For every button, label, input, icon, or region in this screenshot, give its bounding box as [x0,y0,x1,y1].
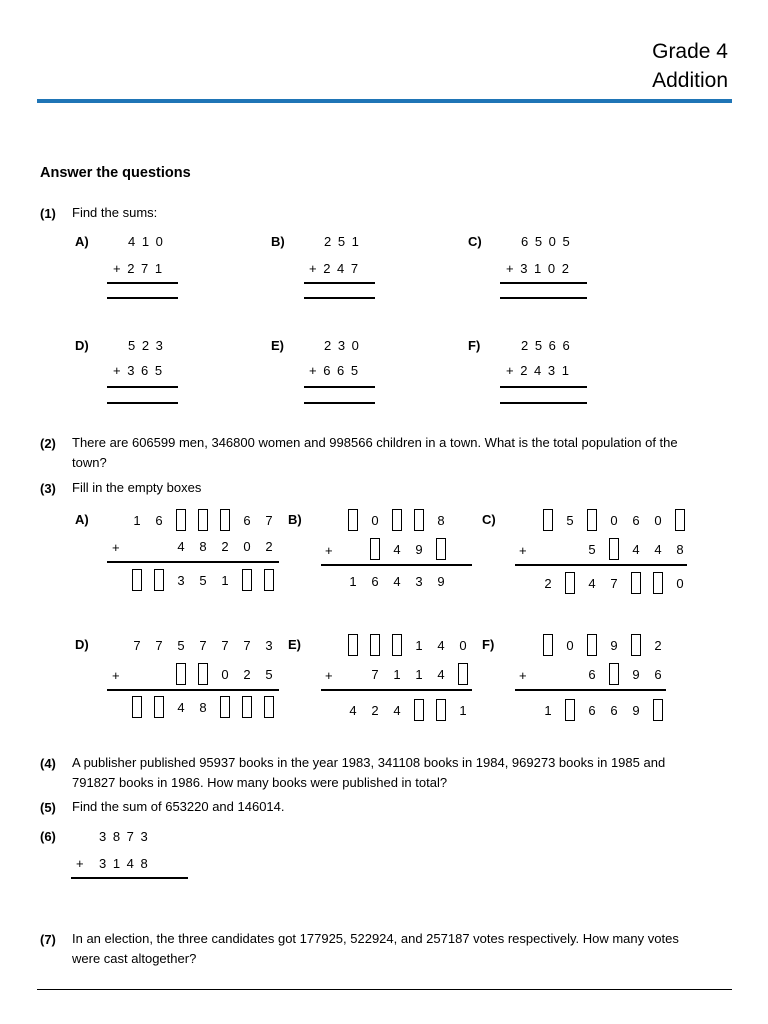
answer-box[interactable] [392,509,402,531]
digit: 4 [393,541,401,557]
q6-plus: + [76,856,84,871]
digit: 2 [243,666,251,682]
q1-d-label: D) [75,338,89,353]
answer-box[interactable] [370,538,380,560]
digit: 3 [177,572,185,588]
digit: 7 [155,637,163,653]
q1-b-line2 [304,297,375,299]
digit: 7 [221,637,229,653]
answer-box[interactable] [436,538,446,560]
digit: 7 [243,637,251,653]
answer-box[interactable] [370,634,380,656]
q3-c-row2 [581,536,691,562]
q3-b-row3 [342,568,452,594]
q3-a-label: A) [75,512,89,527]
digit: 8 [676,541,684,557]
q6-bottom: 3 1 4 8 [99,856,148,871]
digit: 3 [415,573,423,589]
q1-f-line2 [500,402,587,404]
question-7-text: In an election, the three candidates got 177925, 522924, and 257187 votes respectively. How many votes were cast altogether? [72,931,679,966]
answer-box[interactable] [242,569,252,591]
digit: 0 [243,538,251,554]
q1-f-top: 2 5 6 6 [521,338,570,353]
digit: 9 [415,541,423,557]
q6-top: 3 8 7 3 [99,829,148,844]
q3-a-plus: + [112,540,120,555]
digit: 4 [654,541,662,557]
digit: 6 [371,573,379,589]
digit: 1 [415,666,423,682]
digit: 6 [588,702,596,718]
digit: 7 [610,575,618,591]
digit: 9 [632,702,640,718]
q3-f-label: F) [482,637,495,652]
q1-d-line1 [107,386,178,388]
question-5-number: (5) [40,800,56,815]
q1-d-line2 [107,402,178,404]
question-7-number: (7) [40,932,56,947]
q3-a-line [107,561,279,563]
answer-box[interactable] [436,699,446,721]
q1-c-line1 [500,282,587,284]
q3-a-row2 [170,533,280,559]
answer-box[interactable] [220,509,230,531]
q1-e-label: E) [271,338,284,353]
digit: 7 [199,637,207,653]
digit: 2 [221,538,229,554]
q3-e-line [321,689,472,691]
digit: 8 [199,538,207,554]
question-1-number: (1) [40,206,56,221]
answer-box[interactable] [198,663,208,685]
answer-box[interactable] [458,663,468,685]
q3-c-row3 [537,570,691,596]
answer-box[interactable] [176,663,186,685]
q3-b-label: B) [288,512,302,527]
q3-a-row1 [126,507,280,533]
answer-box[interactable] [348,634,358,656]
answer-box[interactable] [414,699,424,721]
q3-d-row2 [170,661,280,687]
q3-c-plus: + [519,543,527,558]
digit: 4 [393,573,401,589]
q3-b-row1 [342,507,452,533]
q3-e-label: E) [288,637,301,652]
digit: 9 [610,637,618,653]
grade-heading: Grade 4 [652,40,728,63]
digit: 4 [393,702,401,718]
digit: 4 [588,575,596,591]
q3-f-row2 [581,661,669,687]
q1-b-bottom: + 2 4 7 [309,261,359,276]
digit: 6 [588,666,596,682]
answer-box[interactable] [414,509,424,531]
digit: 5 [199,572,207,588]
answer-box[interactable] [392,634,402,656]
q3-d-row3 [126,694,280,720]
q1-b-top: 2 5 1 [324,234,359,249]
answer-box[interactable] [132,696,142,718]
digit: 4 [437,666,445,682]
digit: 0 [221,666,229,682]
answer-box[interactable] [264,696,274,718]
answer-box[interactable] [543,509,553,531]
q3-d-row1 [126,632,280,658]
q3-b-plus: + [325,543,333,558]
footer-rule [37,989,732,990]
answer-box[interactable] [264,569,274,591]
digit: 6 [654,666,662,682]
digit: 0 [654,512,662,528]
q1-e-bottom: + 6 6 5 [309,363,359,378]
digit: 5 [566,512,574,528]
section-title: Answer the questions [40,165,191,181]
digit: 6 [243,512,251,528]
q1-a-line2 [107,297,178,299]
digit: 6 [632,512,640,528]
q3-d-plus: + [112,668,120,683]
question-4-number: (4) [40,756,56,771]
answer-box[interactable] [609,663,619,685]
q1-e-line2 [304,402,375,404]
digit: 0 [610,512,618,528]
answer-box[interactable] [653,572,663,594]
q3-b-line [321,564,472,566]
answer-box[interactable] [609,538,619,560]
digit: 2 [265,538,273,554]
question-2-text: There are 606599 men, 346800 women and 998566 children in a town. What is the total population of the town? [72,435,678,470]
question-6-number: (6) [40,829,56,844]
q1-d-bottom: + 3 6 5 [113,363,163,378]
digit: 9 [632,666,640,682]
question-3-number: (3) [40,481,56,496]
answer-box[interactable] [631,634,641,656]
digit: 4 [632,541,640,557]
digit: 7 [371,666,379,682]
q1-c-bottom: + 3 1 0 2 [506,261,569,276]
answer-box[interactable] [653,699,663,721]
question-4-text: A publisher published 95937 books in the year 1983, 341108 books in 1984, 969273 books in 1985 and 791827 books in 1986. How many books were published in total? [72,755,666,790]
q1-a-label: A) [75,234,89,249]
q3-c-line [515,564,687,566]
digit: 8 [437,512,445,528]
header-rule [37,99,732,103]
digit: 0 [676,575,684,591]
q3-a-row3 [126,567,280,593]
q1-f-label: F) [468,338,481,353]
answer-box[interactable] [675,509,685,531]
q3-c-label: C) [482,512,496,527]
digit: 0 [371,512,379,528]
digit: 1 [415,637,423,653]
question-2-number: (2) [40,436,56,451]
q3-f-row3 [537,697,669,723]
digit: 2 [544,575,552,591]
q1-e-line1 [304,386,375,388]
q3-e-row3 [342,697,474,723]
digit: 1 [349,573,357,589]
digit: 5 [588,541,596,557]
answer-box[interactable] [176,509,186,531]
question-1-text: Find the sums: [72,205,158,220]
answer-box[interactable] [587,634,597,656]
answer-box[interactable] [631,572,641,594]
digit: 5 [177,637,185,653]
answer-box[interactable] [543,634,553,656]
digit: 4 [177,699,185,715]
q1-f-bottom: + 2 4 3 1 [506,363,569,378]
digit: 8 [199,699,207,715]
answer-box[interactable] [220,696,230,718]
digit: 3 [265,637,273,653]
q1-e-top: 2 3 0 [324,338,359,353]
q3-d-line [107,689,279,691]
q1-d-top: 5 2 3 [128,338,163,353]
answer-box[interactable] [154,569,164,591]
answer-box[interactable] [154,696,164,718]
answer-box[interactable] [565,699,575,721]
digit: 5 [265,666,273,682]
digit: 6 [155,512,163,528]
digit: 1 [393,666,401,682]
answer-box[interactable] [348,509,358,531]
q3-e-row1 [342,632,474,658]
q1-b-label: B) [271,234,285,249]
q1-f-line1 [500,386,587,388]
q3-f-line [515,689,666,691]
question-5-text: Find the sum of 653220 and 146014. [72,799,285,814]
q1-a-bottom: + 2 7 1 [113,261,163,276]
q3-e-row2 [364,661,474,687]
q3-b-row2 [364,536,452,562]
digit: 7 [265,512,273,528]
digit: 9 [437,573,445,589]
digit: 6 [610,702,618,718]
digit: 2 [654,637,662,653]
answer-box[interactable] [587,509,597,531]
q1-c-top: 6 5 0 5 [521,234,570,249]
question-3-text: Fill in the empty boxes [72,480,202,495]
q1-a-line1 [107,282,178,284]
digit: 1 [221,572,229,588]
answer-box[interactable] [198,509,208,531]
digit: 0 [459,637,467,653]
q3-c-row1 [537,507,691,533]
q3-e-plus: + [325,668,333,683]
digit: 2 [371,702,379,718]
answer-box[interactable] [242,696,252,718]
digit: 4 [437,637,445,653]
digit: 4 [349,702,357,718]
answer-box[interactable] [132,569,142,591]
q1-b-line1 [304,282,375,284]
q3-d-label: D) [75,637,89,652]
q1-c-line2 [500,297,587,299]
q1-c-label: C) [468,234,482,249]
answer-box[interactable] [565,572,575,594]
digit: 1 [133,512,141,528]
digit: 0 [566,637,574,653]
q1-a-top: 4 1 0 [128,234,163,249]
digit: 1 [544,702,552,718]
q6-line [71,877,188,879]
q3-f-row1 [537,632,669,658]
digit: 7 [133,637,141,653]
q3-f-plus: + [519,668,527,683]
digit: 1 [459,702,467,718]
digit: 4 [177,538,185,554]
topic-heading: Addition [652,69,728,92]
